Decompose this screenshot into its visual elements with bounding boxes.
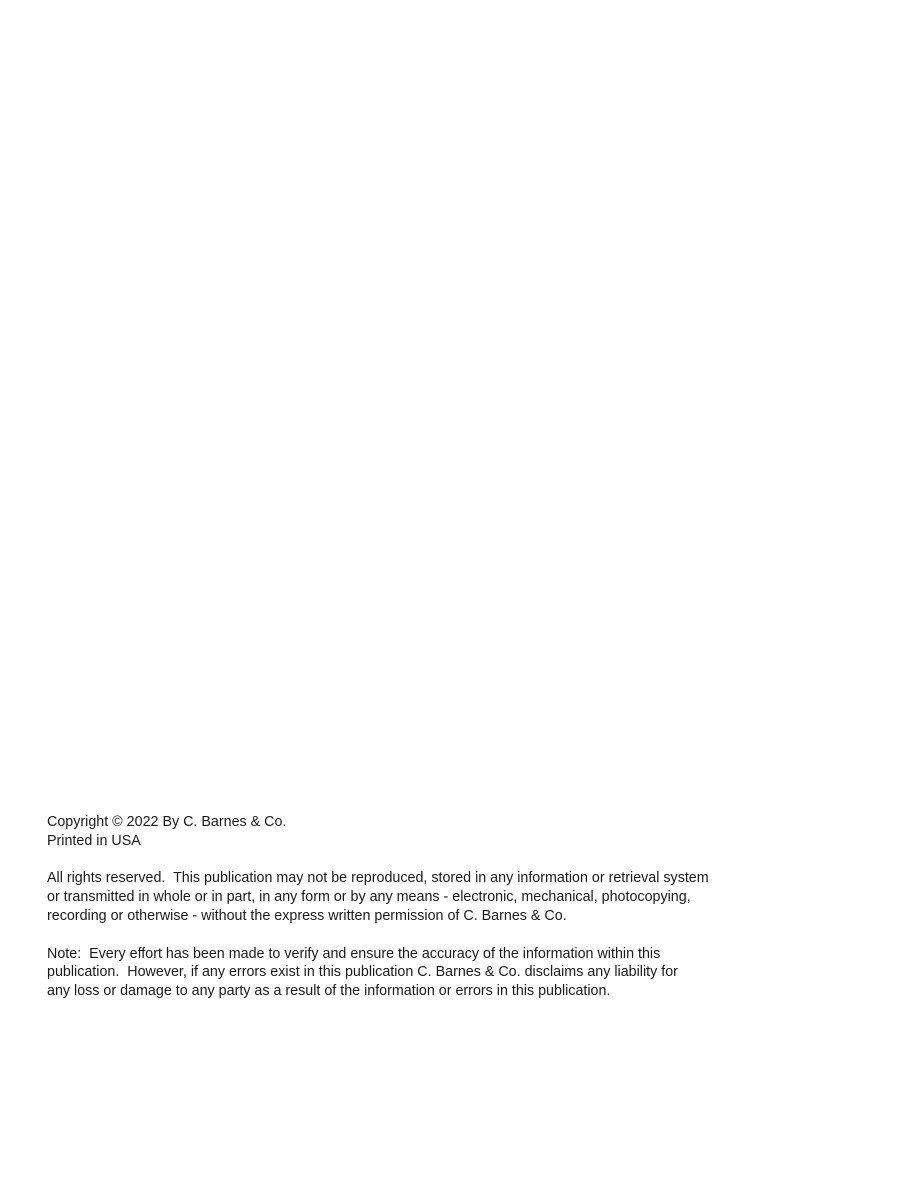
copyright-line: Copyright © 2022 By C. Barnes & Co.: [47, 814, 287, 830]
note-line-3: any loss or damage to any party as a result of the information or errors in this publication.: [47, 983, 611, 1000]
note-line-2: publication. However, if any errors exist in this publication C. Barnes & Co. disclaims any liability for: [47, 964, 678, 981]
copyright-notice-block: [47, 813, 867, 1001]
paragraph-gap: [47, 851, 867, 870]
printed-in-line: Printed in USA: [47, 832, 141, 849]
note-line-1: Note: Every effort has been made to verify and ensure the accuracy of the information within this: [47, 945, 661, 962]
rights-line-1: All rights reserved. This publication may not be reproduced, stored in any information or retrieval system: [47, 870, 709, 887]
rights-line-2: or transmitted in whole or in part, in any form or by any means - electronic, mechanical, photocopying,: [47, 889, 691, 906]
rights-line-3: recording or otherwise - without the express written permission of C. Barnes & Co.: [47, 907, 567, 924]
paragraph-gap: [47, 926, 867, 945]
